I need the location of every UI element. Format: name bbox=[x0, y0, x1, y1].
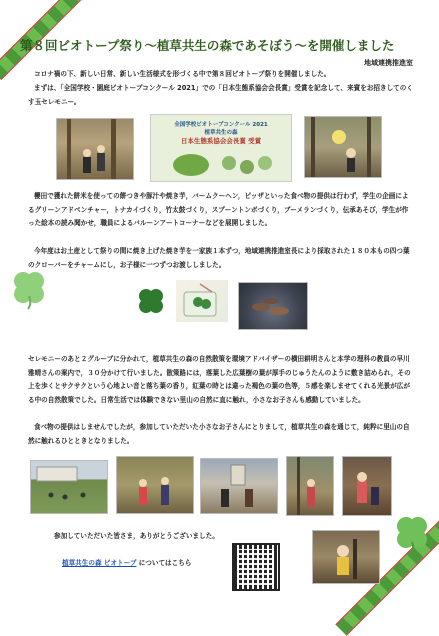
walk-photo-1 bbox=[30, 460, 108, 514]
biotope-link-line bbox=[62, 557, 191, 567]
souvenir-paragraph: 今年度はお土産として祭りの間に焼き上げた焼き芋を一家族１本ずつ，地域連携推進室長により採取された１８０本もの四つ葉のクローバーをチャームにし，お子様に一つずつお渡ししました。 bbox=[28, 247, 410, 269]
walk-photo-3 bbox=[200, 458, 278, 514]
biotope-link-suffix: についてはこちら bbox=[136, 559, 192, 567]
ceremony-photo-2 bbox=[304, 116, 382, 178]
qr-code[interactable] bbox=[232, 543, 280, 591]
child-photo bbox=[312, 530, 380, 584]
clover-icon bbox=[8, 268, 50, 310]
thanks-message: 参加していただいた皆さま，ありがとうございました。 bbox=[54, 532, 219, 540]
page-title: 第８回ビオトープ祭り～植草共生の森であそぼう～を開催しました bbox=[20, 38, 395, 53]
food-paragraph: 櫻田で獲れた餅米を使っての餅つきや豚汁や焼き芋，バームクーヘン，ピッザといった食べ物の提供は行わず，学生の企画によるグリーンアドベンチャー，トナカイづくり，竹太鼓づくり，スプーントンボづくり，ブーメランづくり，伝承あそび，学生が作った絵本の読み聞かせ，職員によるバルーンアートコーナーなどを展開しました。 bbox=[28, 192, 409, 228]
walk-paragraph: セレモニーのあと２グループに分かれて，植草共生の森の自然散策を環境アドバイザーの横田耕明さんと本学の理科の教員の早川雅晴さんの案内で，３０分かけて行いました。散策路には，落葉した広葉樹の葉が厚手のじゅうたんのように敷き詰められ，その上を歩くとサクサクという心地よい音と落ち葉の香り，紅葉の時とは違った褐色の葉の色等，５感を楽しませてくれる光景が広がる中の自然散策でした。日常生活では体験できない里山の自然に直に触れ，小さなお子さんも感動していました。 bbox=[28, 355, 411, 404]
poster-line-3: 日本生態系協会会長賞 受賞 bbox=[180, 137, 262, 145]
biotope-link[interactable]: 植草共生の森 ビオトープ bbox=[62, 559, 137, 567]
walk-photo-2 bbox=[116, 456, 194, 514]
closing-paragraph: 食べ物の提供はしませんでしたが，参加していただいた小さなお子さんにとりまして，植草共生の森を通じて，純粋に里山の自然に触れるひとときとなりました。 bbox=[28, 423, 410, 445]
department-name: 地域連携推進室 bbox=[364, 59, 413, 67]
ceremony-photo-1 bbox=[56, 118, 134, 180]
clover-charm-photo bbox=[176, 280, 228, 322]
clover-leaf-photo bbox=[130, 284, 172, 320]
walk-photo-5 bbox=[342, 456, 392, 516]
clover-icon bbox=[392, 514, 432, 558]
poster-line-1: 全国学校ビオトープコンクール 2021 bbox=[174, 122, 268, 128]
award-poster bbox=[150, 114, 292, 182]
intro-paragraph-2: まずは、「全国学校・園庭ビオトープコンクール 2021」での「日本生態系協会会長賞」受賞を記念して、来賓をお招きしてのくす玉セレモニー。 bbox=[28, 84, 413, 106]
walk-photo-4 bbox=[286, 456, 334, 516]
sweet-potato-photo bbox=[238, 282, 308, 330]
intro-paragraph-1: コロナ禍の下、新しい日常、新しい生活様式を形づくる中で第８回ビオトープ祭りを開催しました。 bbox=[34, 70, 331, 78]
poster-line-2: 植草共生の森 bbox=[204, 130, 238, 136]
